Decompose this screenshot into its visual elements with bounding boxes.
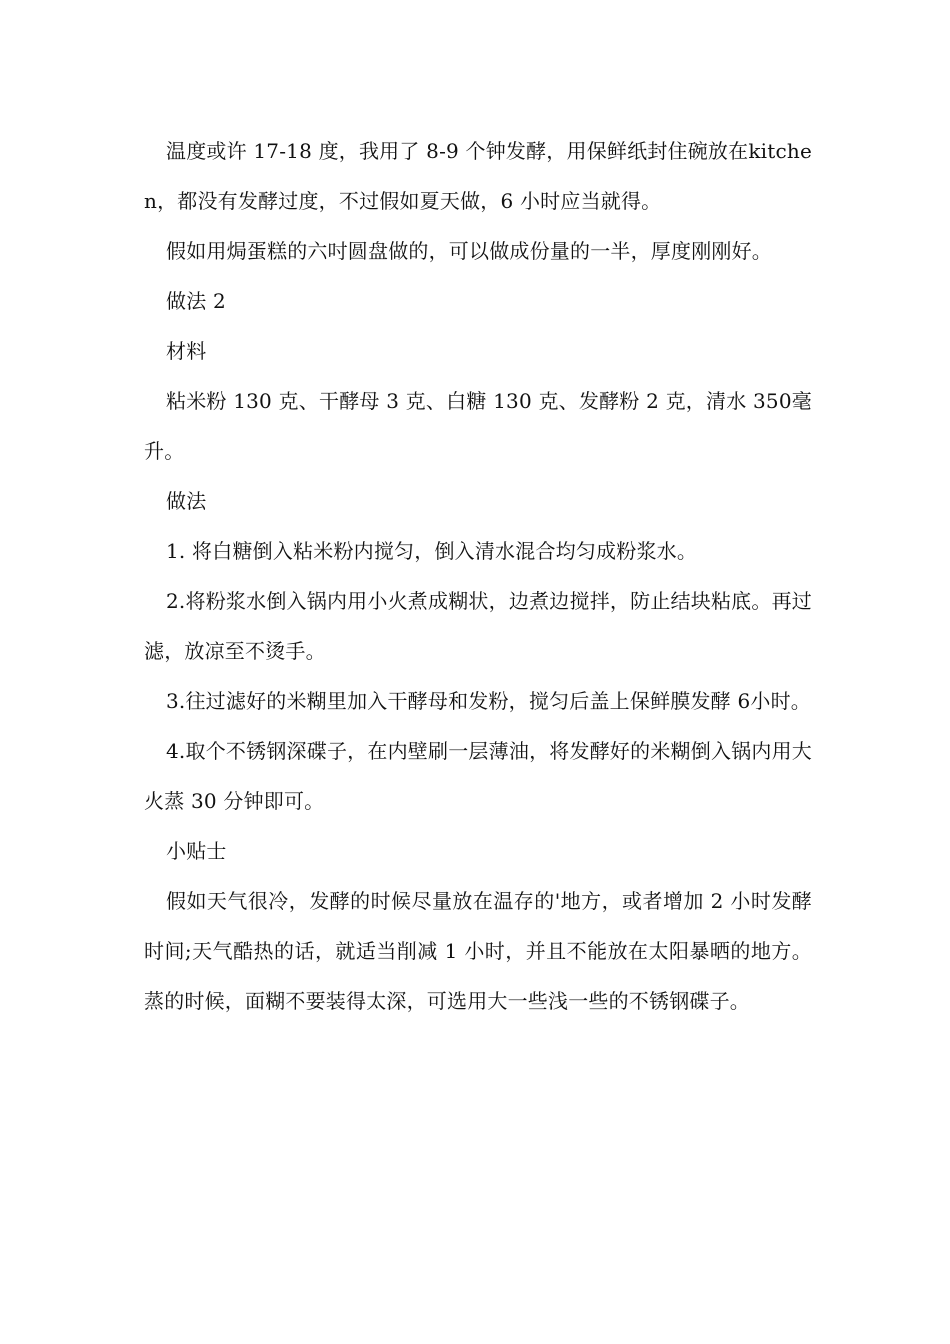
paragraph-six-inch-pan: 假如用焗蛋糕的六吋圆盘做的，可以做成份量的一半，厚度刚刚好。 bbox=[166, 239, 772, 263]
step-3: 3.往过滤好的米糊里加入干酵母和发粉，搅匀后盖上保鲜膜发酵 6小时。 bbox=[166, 689, 811, 713]
document-body bbox=[144, 126, 812, 1026]
paragraph-ingredients-list: 粘米粉 130 克、干酵母 3 克、白糖 130 克、发酵粉 2 克，清水 350毫升。 bbox=[144, 389, 812, 463]
step-4: 4.取个不锈钢深碟子，在内壁刷一层薄油，将发酵好的米糊倒入锅内用大火蒸 30 分钟即可。 bbox=[144, 739, 812, 813]
paragraph-tips: 假如天气很冷，发酵的时候尽量放在温存的'地方，或者增加 2 小时发酵时间;天气酷热的话，就适当削减 1 小时，并且不能放在太阳暴晒的地方。蒸的时候，面糊不要装得太深，可选用大一些浅一些的不锈钢碟子。 bbox=[144, 889, 812, 1013]
heading-tips: 小贴士 bbox=[166, 839, 227, 863]
paragraph-fermentation-note: 温度或许 17-18 度，我用了 8-9 个钟发酵，用保鲜纸封住碗放在kitchen，都没有发酵过度，不过假如夏天做，6 小时应当就得。 bbox=[144, 139, 812, 213]
heading-method-2: 做法 2 bbox=[166, 289, 226, 313]
step-2: 2.将粉浆水倒入锅内用小火煮成糊状，边煮边搅拌，防止结块粘底。再过滤，放凉至不烫手。 bbox=[144, 589, 812, 663]
step-1: 1. 将白糖倒入粘米粉内搅匀，倒入清水混合均匀成粉浆水。 bbox=[166, 539, 698, 563]
heading-method: 做法 bbox=[166, 489, 207, 513]
heading-ingredients: 材料 bbox=[166, 339, 207, 363]
